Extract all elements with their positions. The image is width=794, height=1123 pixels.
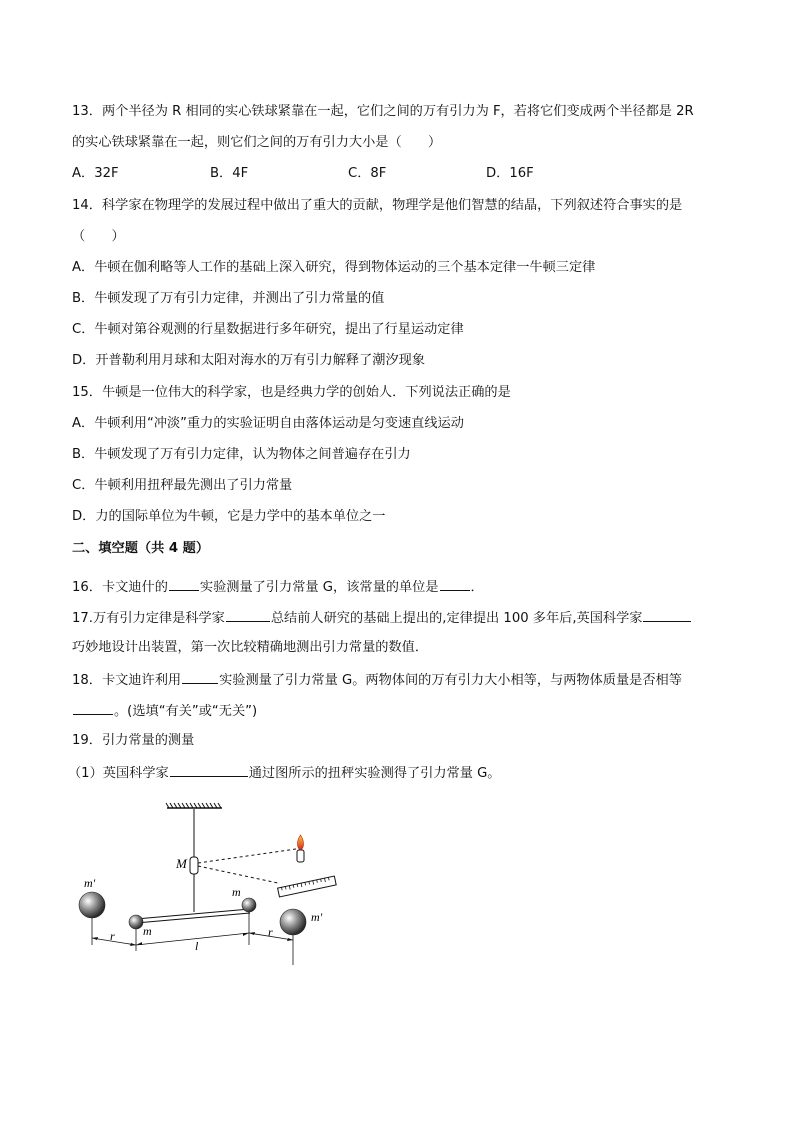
q15-option-b: B．牛顿发现了万有引力定律，认为物体之间普遍存在引力 <box>72 447 411 462</box>
q16-text-a: 16．卡文迪什的 <box>72 580 168 595</box>
q16-blank-2[interactable] <box>440 577 470 591</box>
q17-line2: 巧妙地设计出装置，第一次比较精确地测出引力常量的数值． <box>72 640 429 655</box>
gap-left-label: r <box>110 929 115 943</box>
q19-text-b: 通过图所示的扭秤实验测得了引力常量 G。 <box>248 766 501 781</box>
q17-text-a: 17.万有引力定律是科学家 <box>72 611 225 626</box>
q15-stem: 15．牛顿是一位伟大的科学家，也是经典力学的创始人．下列说法正确的是 <box>72 385 511 400</box>
incident-beam <box>198 849 296 863</box>
small-mass-right-label: m <box>232 885 241 899</box>
q13-option-d: D．16F <box>486 166 534 181</box>
section-heading: 二、填空题（共 4 题） <box>72 541 210 556</box>
q17-text-b: 总结前人研究的基础上提出的,定律提出 100 多年后,英国科学家 <box>270 611 643 626</box>
q18-text-b: 实验测量了引力常量 G。两物体间的万有引力大小相等，与两物体质量是否相等 <box>219 673 682 688</box>
large-mass-left-label: m′ <box>84 876 96 890</box>
horizontal-rod <box>136 909 250 923</box>
large-mass-left <box>79 892 105 918</box>
q14-option-a: A．牛顿在伽利略等人工作的基础上深入研究，得到物体运动的三个基本定律一牛顿三定律 <box>72 260 596 275</box>
q18-blank-2[interactable] <box>73 701 113 715</box>
q14-option-c: C．牛顿对第谷观测的行星数据进行多年研究，提出了行星运动定律 <box>72 322 464 337</box>
large-mass-right-label: m′ <box>311 910 323 924</box>
q13-option-a: A．32F <box>72 166 119 181</box>
q16-blank-1[interactable] <box>169 577 199 591</box>
gap-right-label: r <box>268 925 273 939</box>
light-source-icon <box>297 835 304 862</box>
ruler-scale <box>278 876 337 897</box>
q19-blank-1[interactable] <box>170 763 248 777</box>
q18-line1 <box>72 670 682 690</box>
q18-text-line2: 。(选填“有关”或“无关”) <box>114 704 258 719</box>
large-mass-right <box>280 909 306 935</box>
q15-option-a: A．牛顿利用“冲淡”重力的实验证明自由落体运动是匀变速直线运动 <box>72 416 464 431</box>
dimension-lines <box>92 912 293 965</box>
torsion-balance-figure <box>70 795 350 970</box>
q18-blank-1[interactable] <box>182 670 218 684</box>
q16-text-c: ． <box>470 580 484 595</box>
q18-line2 <box>72 701 257 721</box>
small-mass-left <box>129 915 143 929</box>
q19-title: 19．引力常量的测量 <box>72 733 195 748</box>
q13-stem-line1: 13．两个半径为 R 相同的实心铁球紧靠在一起，它们之间的万有引力为 F，若将它们变成两个半径都是 2R <box>72 104 694 119</box>
q13-option-b: B．4F <box>210 166 249 181</box>
rod-length-label: l <box>195 939 199 953</box>
q14-stem-line1: 14．科学家在物理学的发展过程中做出了重大的贡献，物理学是他们智慧的结晶，下列叙述符合事实的是 <box>72 198 683 213</box>
q14-option-d: D．开普勒利用月球和太阳对海水的万有引力解释了潮汐现象 <box>72 353 426 368</box>
q16-text-b: 实验测量了引力常量 G，该常量的单位是 <box>199 580 439 595</box>
q13-option-c: C．8F <box>348 166 387 181</box>
mirror <box>190 857 198 874</box>
q14-option-b: B．牛顿发现了万有引力定律，并测出了引力常量的值 <box>72 291 385 306</box>
q17-blank-1[interactable] <box>226 608 270 622</box>
small-mass-right <box>242 898 256 912</box>
q16-line <box>72 577 484 597</box>
ceiling-support <box>166 803 222 808</box>
reflected-beam <box>198 866 278 883</box>
q19-text-a: （1）英国科学家 <box>68 766 169 781</box>
q15-option-c: C．牛顿利用扭秤最先测出了引力常量 <box>72 478 293 493</box>
q13-stem-line2: 的实心铁球紧靠在一起，则它们之间的万有引力大小是（ ） <box>72 135 442 150</box>
small-mass-left-label: m <box>143 924 152 938</box>
q18-text-a: 18．卡文迪许利用 <box>72 673 182 688</box>
q17-line1 <box>72 608 692 628</box>
q17-blank-2[interactable] <box>643 608 691 622</box>
q19-sub1 <box>68 763 501 783</box>
mirror-label: M <box>176 856 187 871</box>
q14-stem-line2: （ ） <box>72 229 125 244</box>
q15-option-d: D．力的国际单位为牛顿，它是力学中的基本单位之一 <box>72 509 386 524</box>
